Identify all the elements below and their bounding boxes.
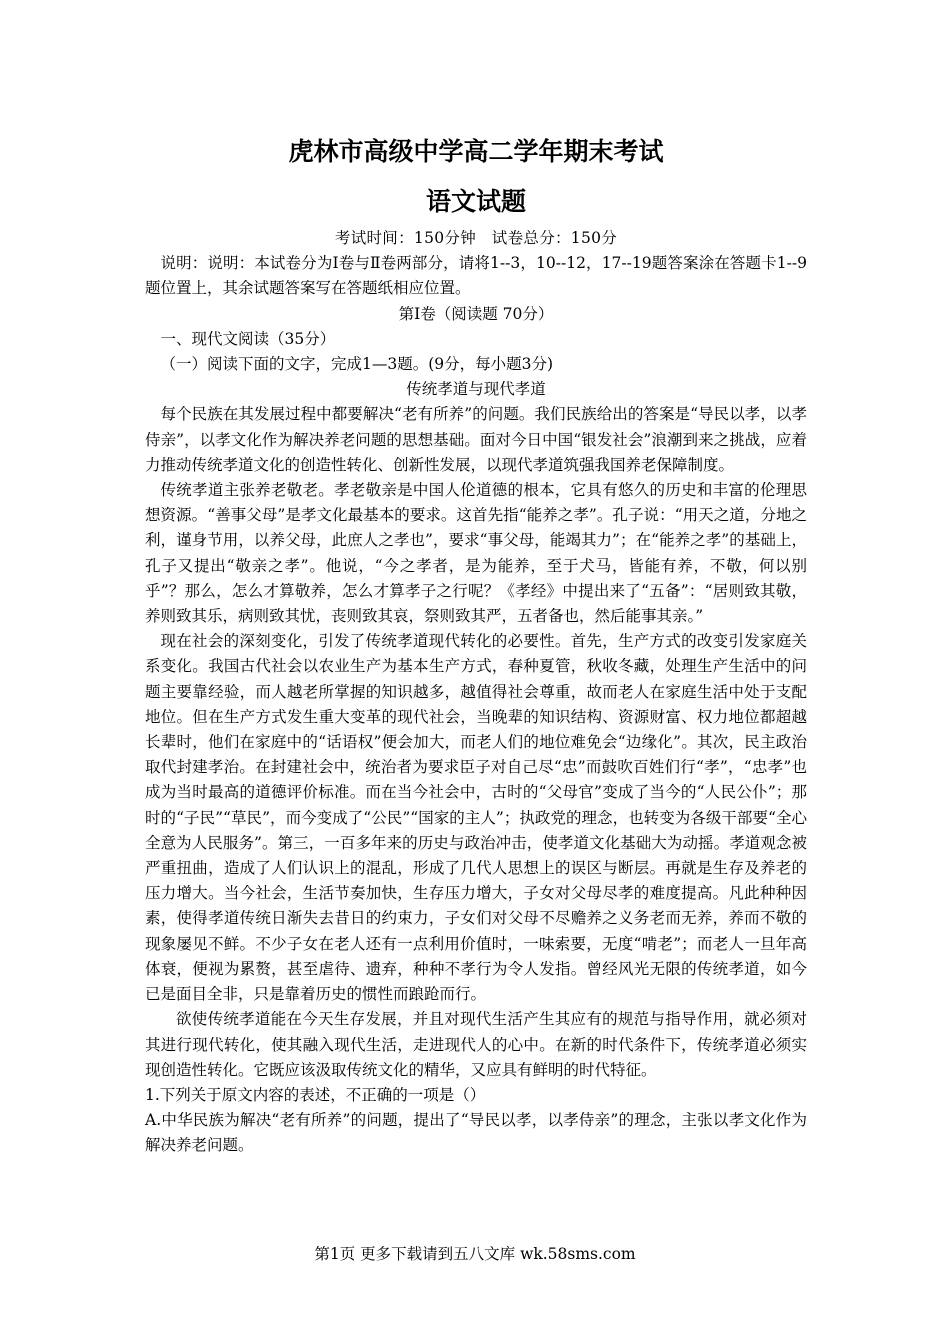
question-option-a: A.中华民族为解决“老有所养”的问题，提出了“导民以孝，以孝侍亲”的理念，主张以孝文化作为解决养老问题。 (145, 1111, 807, 1155)
article-paragraph: 每个民族在其发展过程中都要解决“老有所养”的问题。我们民族给出的答案是“导民以孝，以孝侍亲”，以孝文化作为解决养老问题的思想基础。面对今日中国“银发社会”浪潮到来之挑战，应着力推动传统孝道文化的创造性转化、创新性发展，以现代孝道筑强我国养老保障制度。 (145, 405, 807, 474)
document-page (145, 130, 807, 1159)
part-title: 一、现代文阅读（35分） (160, 329, 336, 348)
article-paragraph: 欲使传统孝道能在今天生存发展，并且对现代生活产生其应有的规范与指导作用，就必须对其进行现代转化，使其融入现代生活，走进现代人的心中。在新的时代条件下，传统孝道必须实现创造性转化。它既应该汲取传统文化的精华，又应具有鲜明的时代特征。 (145, 1010, 807, 1079)
sub-title: （一）阅读下面的文字，完成1—3题。(9分，每小题3分) (160, 355, 554, 374)
article-title: 传统孝道与现代孝道 (406, 380, 546, 399)
question-stem: 1.下列关于原文内容的表述，不正确的一项是（） (145, 1085, 486, 1104)
instructions: 说明：说明：本试卷分为Ⅰ卷与Ⅱ卷两部分，请将1--3，10--12，17--19题答案涂在答题卡1--9题位置上，其余试题答案写在答题纸相应位置。 (145, 254, 807, 298)
article-paragraph: 传统孝道主张养老敬老。孝老敬亲是中国人伦道德的根本，它具有悠久的历史和丰富的伦理思想资源。“善事父母”是孝文化最基本的要求。这首先指“能养之孝”。孔子说：“用天之道，分地之利，谨身节用，以养父母，此庶人之孝也”，要求“事父母，能竭其力”；在“能养之孝”的基础上，孔子又提出“敬亲之孝”。他说，“今之孝者，是为能养，至于犬马，皆能有养，不敬，何以别乎”？那么，怎么才算敬养，怎么才算孝子之行呢？《孝经》中提出来了“五备”：“居则致其敬，养则致其乐，病则致其忧，丧则致其哀，祭则致其严，五者备也，然后能事其亲。” (145, 481, 807, 626)
article-paragraph: 现在社会的深刻变化，引发了传统孝道现代转化的必要性。首先，生产方式的改变引发家庭关系变化。我国古代社会以农业生产为基本生产方式，春种夏管，秋收冬藏，处理生产生活中的问题主要靠经验，而人越老所掌握的知识越多，越值得社会尊重，故而老人在家庭生活中处于支配地位。但在生产方式发生重大变革的现代社会，当晚辈的知识结构、资源财富、权力地位都超越长辈时，他们在家庭中的“话语权”便会加大，而老人们的地位难免会“边缘化”。其次，民主政治取代封建孝治。在封建社会中，统治者为要求臣子对自己尽“忠”而鼓吹百姓们行“孝”，“忠孝”也成为当时最高的道德评价标准。而在当今社会中，古时的“父母官”变成了当今的“人民公仆”；那时的“子民”“草民”，而今变成了“公民”“国家的主人”；执政党的理念，也转变为各级干部要“全心全意为人民服务”。第三，一百多年来的历史与政治冲击，使孝道文化基础大为动摇。孝道观念被严重扭曲，造成了人们认识上的混乱，形成了几代人思想上的误区与断层。再就是生存及养老的压力增大。当今社会，生活节奏加快，生存压力增大，子女对父母尽孝的难度提高。凡此种种因素，使得孝道传统日渐失去昔日的约束力，子女们对父母不尽赡养之义务老而无养，养而不敬的现象屡见不鲜。不少子女在老人还有一点利用价值时，一味索要，无度“啃老”；而老人一旦年高体衰，便视为累赘，甚至虐待、遗弃，种种不孝行为令人发指。曾经风光无限的传统孝道，如今已是面目全非，只是靠着历史的惯性而踉跄而行。 (145, 632, 807, 1004)
volume-title: 第Ⅰ卷（阅读题 70分） (398, 304, 554, 323)
exam-info: 考试时间：150分钟 试卷总分：150分 (334, 229, 618, 247)
page-footer: 第1页 更多下载请到五八文库 wk.58sms.com (314, 1245, 636, 1263)
document-title: 虎林市高级中学高二学年期末考试 (288, 137, 664, 166)
document-subtitle: 语文试题 (425, 187, 526, 216)
